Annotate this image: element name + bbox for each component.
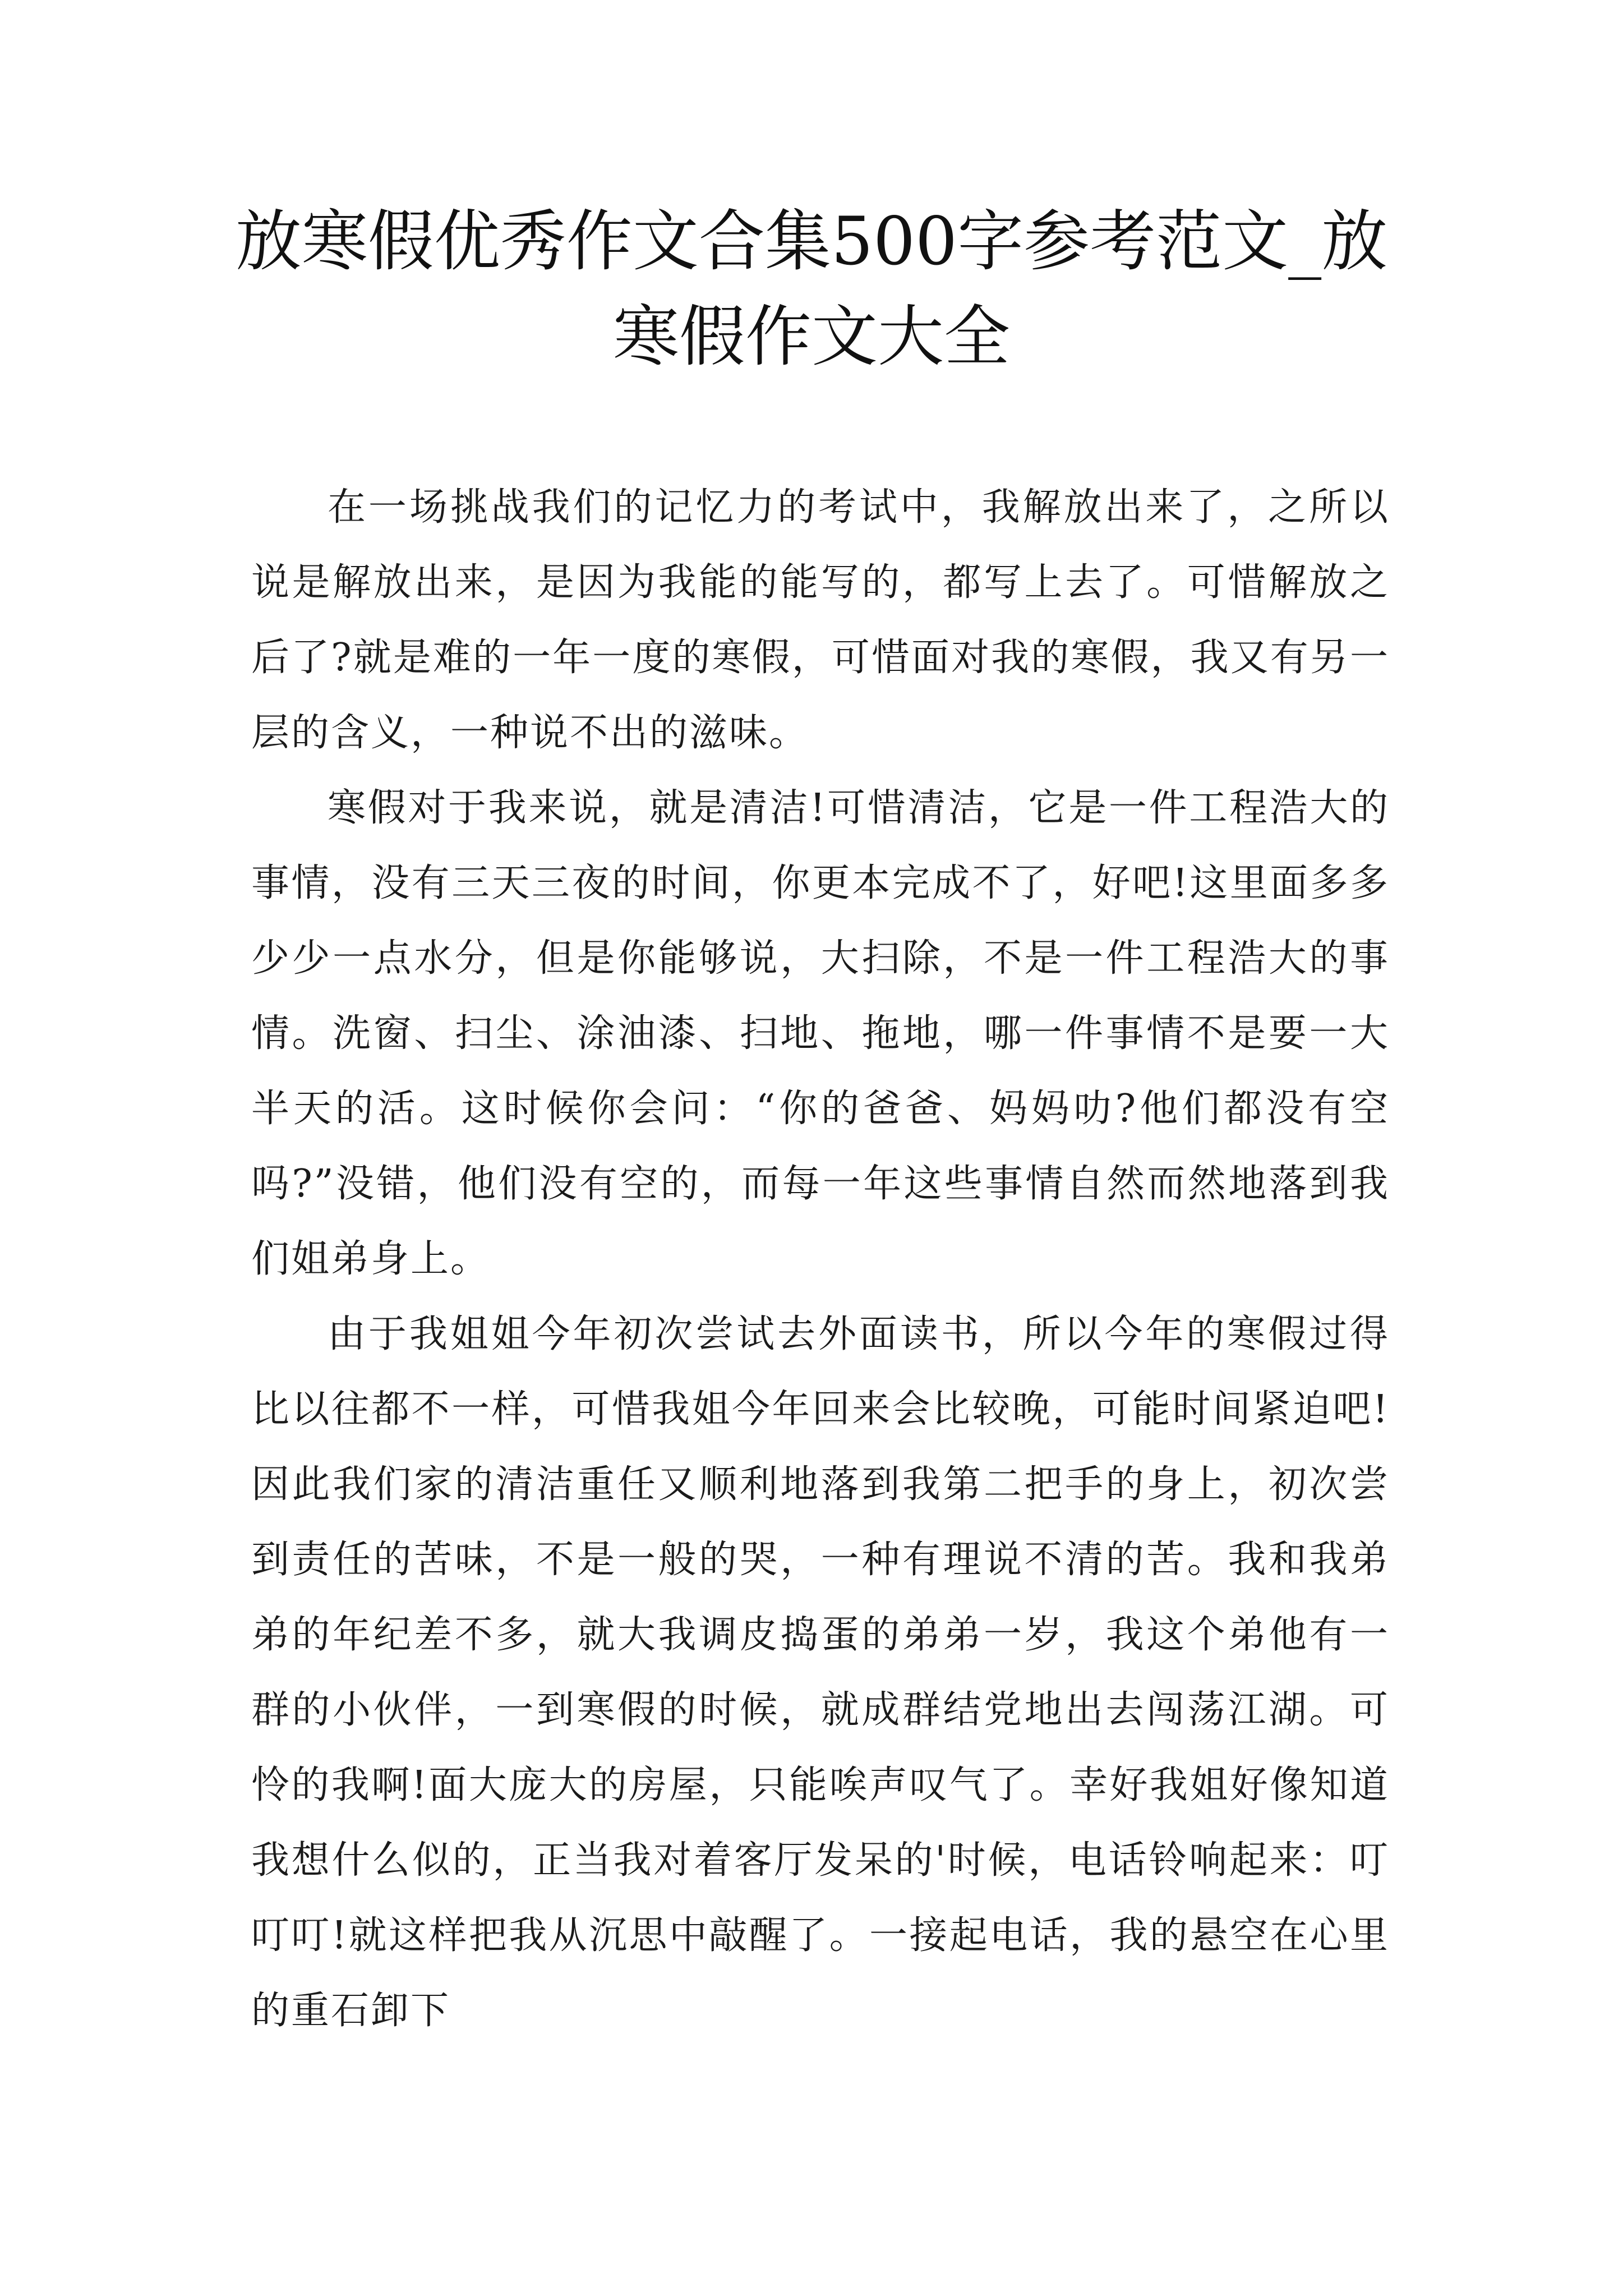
paragraph-2: 寒假对于我来说，就是清洁!可惜清洁，它是一件工程浩大的事情，没有三天三夜的时间，你更本完成不了，好吧!这里面多多少少一点水分，但是你能够说，大扫除，不是一件工程浩大的事情。洗窗、扫尘、涂油漆、扫地、拖地，哪一件事情不是要一大半天的活。这时候你会问：“你的爸爸、妈妈叻?他们都没有空吗?”没错，他们没有空的，而每一年这些事情自然而然地落到我们姐弟身上。 <box>251 786 1390 1281</box>
paragraph-3: 由于我姐姐今年初次尝试去外面读书，所以今年的寒假过得比以往都不一样，可惜我姐今年回来会比较晚，可能时间紧迫吧!因此我们家的清洁重任又顺利地落到我第二把手的身上，初次尝到责任的苦味，不是一般的哭，一种有理说不清的苦。我和我弟弟的年纪差不多，就大我调皮捣蛋的弟弟一岁，我这个弟他有一群的小伙伴，一到寒假的时候，就成群结党地出去闯荡江湖。可怜的我啊!面大庞大的房屋，只能唉声叹气了。幸好我姐好像知道我想什么似的，正当我对着客厅发呆的'时候，电话铃响起来：叮叮叮!就这样把我从沉思中敲醒了。一接起电话，我的悬空在心里的重石卸下 <box>251 1312 1390 2033</box>
document-title: 放寒假优秀作文合集500字参考范文_放寒假作文大全 <box>235 203 1388 375</box>
document-body <box>251 470 1390 2049</box>
paragraph-1: 在一场挑战我们的记忆力的考试中，我解放出来了，之所以说是解放出来，是因为我能的能写的，都写上去了。可惜解放之后了?就是难的一年一度的寒假，可惜面对我的寒假，我又有另一层的含义，一种说不出的滋味。 <box>251 485 1390 755</box>
